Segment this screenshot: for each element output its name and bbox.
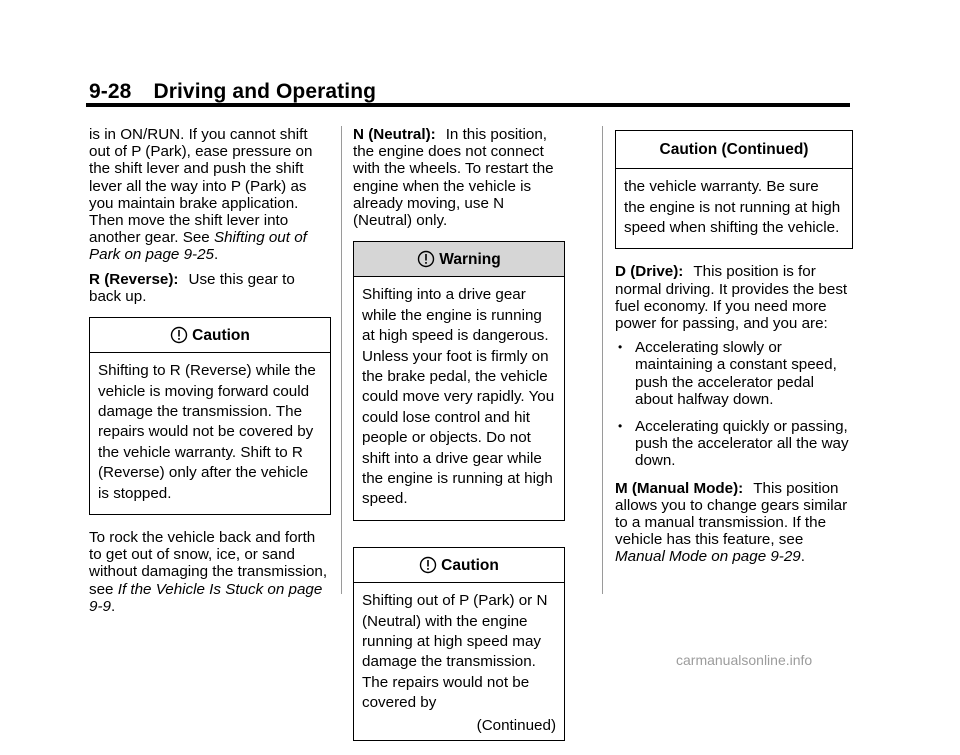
paragraph-end: . bbox=[213, 246, 219, 264]
gear-label-drive: D (Drive): bbox=[615, 263, 684, 281]
bullet-icon: • bbox=[618, 340, 623, 355]
alert-icon bbox=[170, 326, 188, 344]
caution-continued-box bbox=[615, 130, 853, 249]
paragraph-text: To rock the vehicle back and forth to get out of snow, ice, or sand without damaging the transmission, see bbox=[89, 529, 328, 598]
warning-box bbox=[353, 241, 565, 521]
caution-box bbox=[353, 547, 565, 741]
gear-text-neutral: In this position, the engine does not connect with the wheels. To restart the engine when the vehicle is already moving, use N (Neutral) only. bbox=[353, 126, 554, 230]
paragraph-end: . bbox=[110, 597, 116, 615]
gear-label-manual: M (Manual Mode): bbox=[615, 479, 744, 497]
caution-body bbox=[354, 583, 564, 740]
caution-continued-header: Caution (Continued) bbox=[616, 131, 852, 169]
column-3 bbox=[615, 126, 853, 573]
warning-title: Warning bbox=[439, 251, 501, 269]
cross-reference-link[interactable]: If the Vehicle Is Stuck on page 9-9 bbox=[89, 580, 323, 615]
caution-header bbox=[354, 548, 564, 583]
column-2 bbox=[353, 126, 565, 755]
alert-icon bbox=[417, 250, 435, 268]
list-item bbox=[615, 418, 853, 470]
cross-reference-link[interactable]: Shifting out of Park on page 9-25 bbox=[89, 229, 307, 264]
caution-text: Shifting out of P (Park) or N (Neutral) with the engine running at high speed may damage the transmission. The repairs would not be covered by bbox=[362, 592, 548, 712]
list-item-text: Accelerating slowly or maintaining a constant speed, push the accelerator pedal about halfway down. bbox=[635, 339, 837, 408]
watermark: carmanualsonline.info bbox=[676, 652, 813, 668]
paragraph-rocking bbox=[89, 529, 331, 615]
column-divider bbox=[602, 126, 603, 594]
bullet-icon: • bbox=[618, 419, 623, 434]
paragraph-end: . bbox=[800, 548, 805, 566]
paragraph-reverse bbox=[89, 271, 331, 305]
gear-label-neutral: N (Neutral): bbox=[353, 126, 436, 143]
header-rule bbox=[86, 103, 850, 107]
warning-body: Shifting into a drive gear while the engine is running at high speed is dangerous. Unless your foot is firmly on the brake pedal, the vehicle could move very rapidly. You could lose control and hit people or objects. Do not shift into a drive gear while the engine is running at high speed. bbox=[362, 286, 555, 508]
paragraph-neutral bbox=[353, 126, 565, 229]
caution-title: Caution bbox=[192, 327, 250, 345]
list-item-text: Accelerating quickly or passing, push the accelerator all the way down. bbox=[635, 418, 849, 470]
list-item bbox=[615, 339, 853, 408]
caution-header bbox=[90, 318, 330, 353]
caution-box bbox=[89, 317, 331, 515]
section-title: Driving and Operating bbox=[153, 80, 377, 103]
paragraph-manual bbox=[615, 480, 853, 566]
warning-header bbox=[354, 242, 564, 277]
caution-continued-body: the vehicle warranty. Be sure the engine is not running at high speed when shifting the vehicle. bbox=[624, 178, 841, 237]
gear-text-drive: This position is for normal driving. It provides the best fuel economy. If you need more power for passing, and you are: bbox=[615, 263, 848, 333]
paragraph-drive bbox=[615, 263, 853, 332]
gear-text-reverse: Use this gear to back up. bbox=[89, 270, 295, 305]
continued-label: (Continued) bbox=[476, 716, 556, 734]
alert-icon bbox=[419, 556, 437, 574]
cross-reference-link[interactable]: Manual Mode on page 9-29 bbox=[615, 548, 801, 566]
bullet-list bbox=[615, 339, 853, 469]
gear-label-reverse: R (Reverse): bbox=[89, 270, 179, 288]
gear-text-manual: This position allows you to change gears similar to a manual transmission. If the vehicle has this feature, see bbox=[615, 479, 848, 549]
column-divider bbox=[341, 126, 342, 594]
page-header bbox=[89, 80, 376, 104]
caution-body: Shifting to R (Reverse) while the vehicle is moving forward could damage the transmission. The repairs would not be covered by the vehicle warranty. Shift to R (Reverse) only after the vehicle is stopped. bbox=[98, 362, 316, 502]
page-number: 9-28 bbox=[89, 80, 132, 103]
paragraph-park-shift bbox=[89, 126, 331, 264]
paragraph-text: is in ON/RUN. If you cannot shift out of P (Park), ease pressure on the shift lever and push the shift lever all the way into P (Park) as you maintain brake application. Then move the shift lever into another gear. See bbox=[89, 126, 313, 247]
caution-title: Caution bbox=[441, 556, 499, 574]
column-1 bbox=[89, 126, 331, 622]
